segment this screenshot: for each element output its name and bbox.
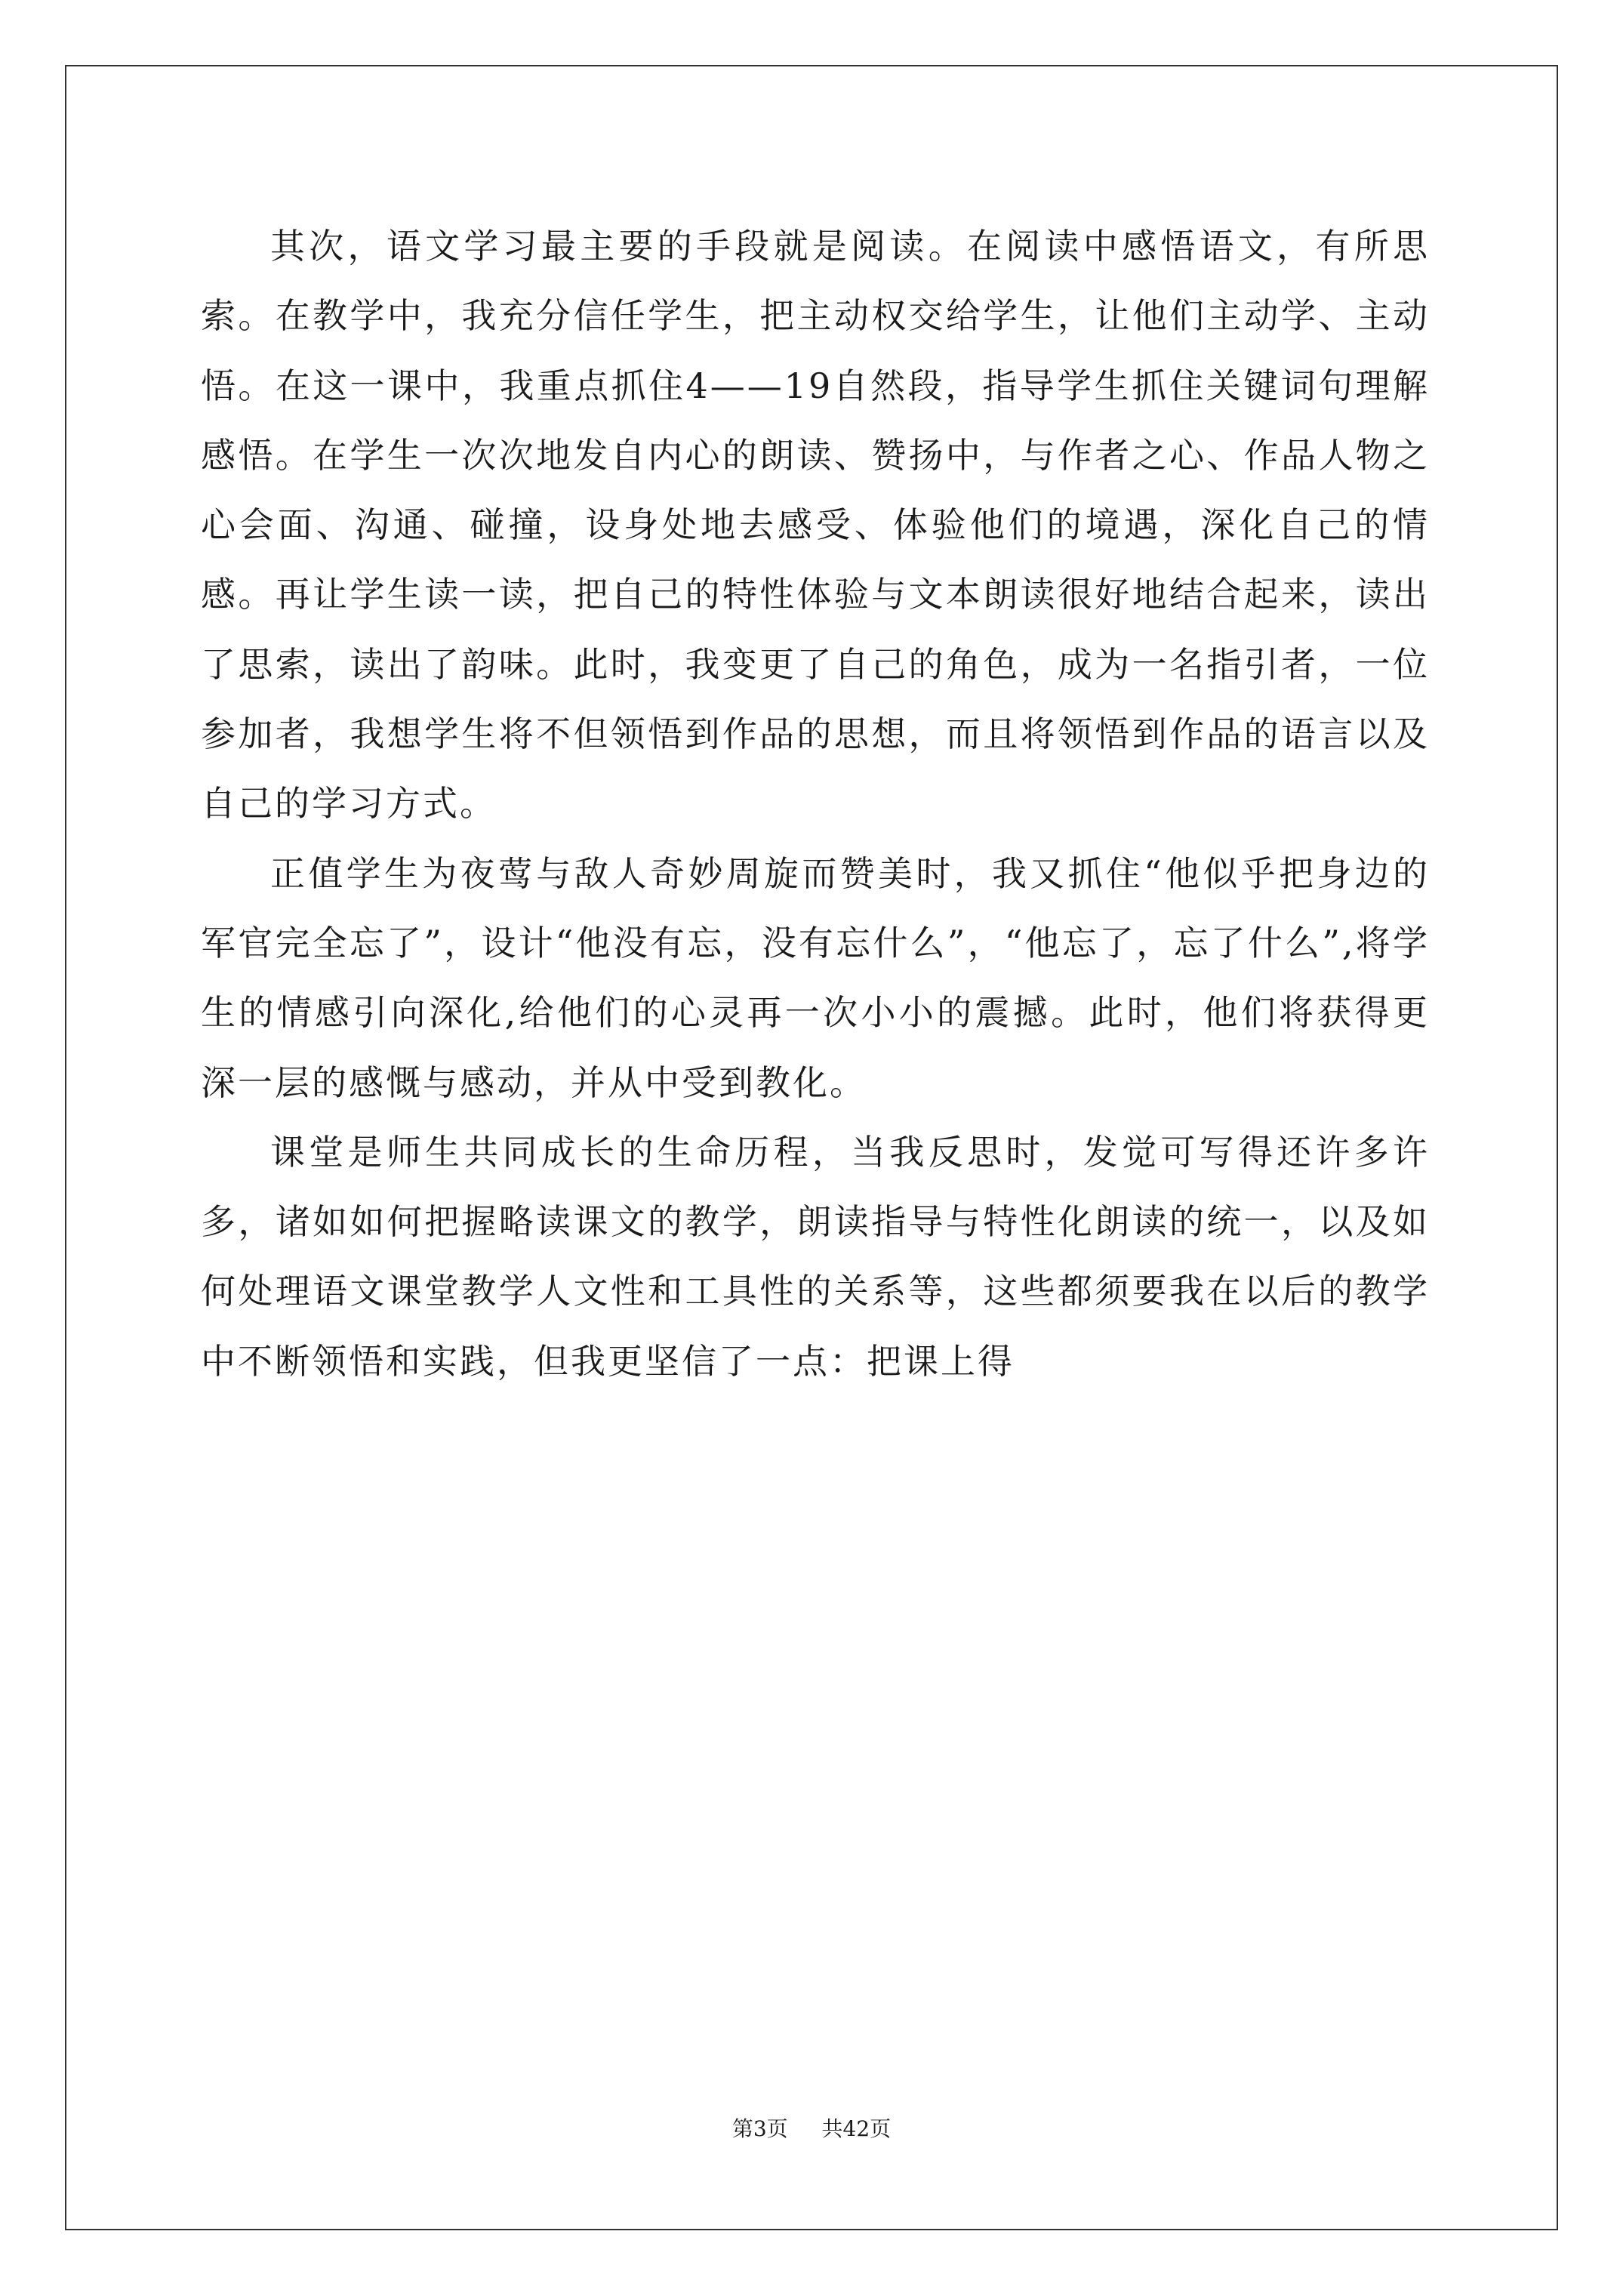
page-total: 共42页 <box>821 2116 892 2141</box>
page-footer <box>0 2114 1623 2144</box>
page-number: 第3页 <box>731 2116 788 2141</box>
document-body <box>201 211 1430 1396</box>
paragraph-1: 其次，语文学习最主要的手段就是阅读。在阅读中感悟语文，有所思索。在教学中，我充分信任学生，把主动权交给学生，让他们主动学、主动悟。在这一课中，我重点抓住4——19自然段，指导学生抓住关键词句理解感悟。在学生一次次地发自内心的朗读、赞扬中，与作者之心、作品人物之心会面、沟通、碰撞，设身处地去感受、体验他们的境遇，深化自己的情感。再让学生读一读，把自己的特性体验与文本朗读很好地结合起来，读出了思索，读出了韵味。此时，我变更了自己的角色，成为一名指引者，一位参加者，我想学生将不但领悟到作品的思想，而且将领悟到作品的语言以及自己的学习方式。 <box>201 226 1430 824</box>
paragraph-3: 课堂是师生共同成长的生命历程，当我反思时，发觉可写得还许多许多，诸如如何把握略读课文的教学，朗读指导与特性化朗读的统一，以及如何处理语文课堂教学人文性和工具性的关系等，这些都须要我在以后的教学中不断领悟和实践，但我更坚信了一点：把课上得 <box>201 1131 1430 1382</box>
paragraph-2: 正值学生为夜莺与敌人奇妙周旋而赞美时，我又抓住“他似乎把身边的军官完全忘了”，设计“他没有忘，没有忘什么”，“他忘了，忘了什么”,将学生的情感引向深化,给他们的心灵再一次小小的震撼。此时，他们将获得更深一层的感慨与感动，并从中受到教化。 <box>201 852 1430 1103</box>
